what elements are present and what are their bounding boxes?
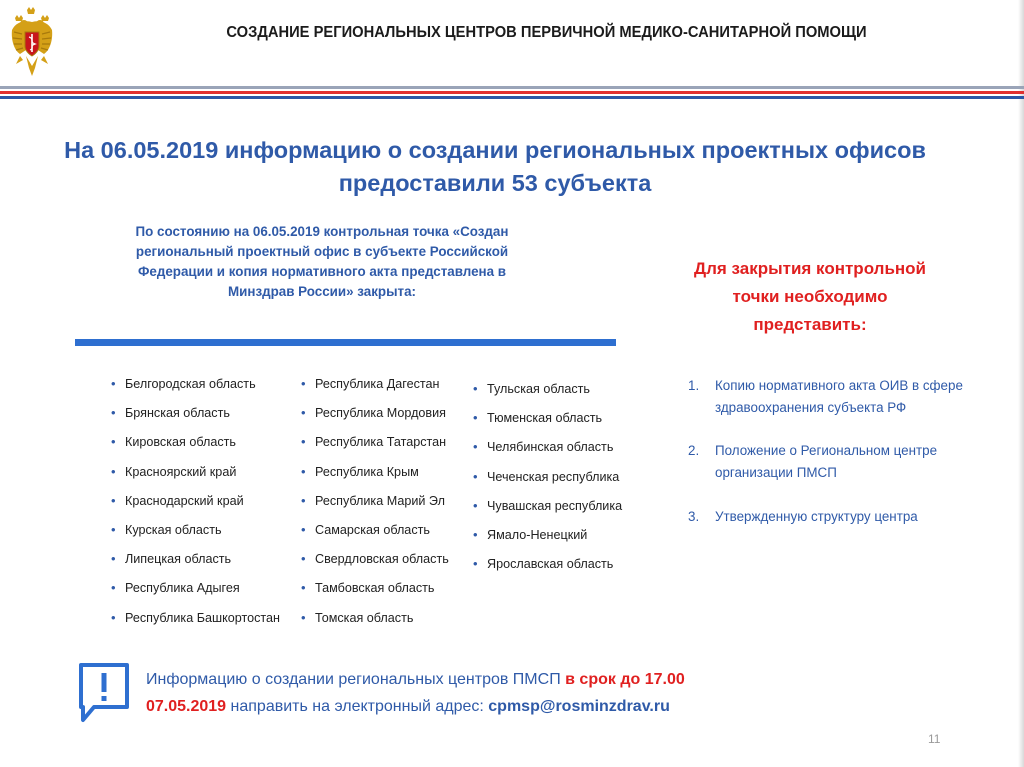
- list-item: [111, 405, 280, 434]
- requirements-title-line-2: точки необходимо: [732, 287, 888, 306]
- header-stripe-blue: [0, 96, 1024, 99]
- list-item-label: Республика Татарстан: [315, 435, 447, 450]
- list-item: [301, 376, 449, 405]
- list-item-label: Томская область: [315, 610, 414, 625]
- bullet-icon: •: [301, 463, 306, 479]
- list-item: [473, 439, 622, 468]
- header-stripe-red: [0, 91, 1024, 94]
- footer-date: 07.05.2019: [146, 698, 227, 715]
- divider-bar: [75, 339, 616, 346]
- slide-edge-shadow: [1018, 0, 1024, 767]
- exclamation-speech-icon: [78, 662, 130, 724]
- footer-text-2: направить на электронный адрес:: [226, 698, 489, 715]
- list-item: [473, 381, 622, 410]
- bullet-icon: •: [473, 556, 478, 572]
- headline: [20, 134, 970, 200]
- bullet-icon: •: [111, 492, 116, 508]
- list-item: [301, 609, 449, 639]
- bullet-icon: •: [111, 551, 116, 567]
- bullet-icon: •: [473, 410, 478, 426]
- list-item-label: Краснодарский край: [125, 493, 244, 508]
- bullet-icon: •: [301, 521, 306, 537]
- bullet-icon: •: [111, 580, 116, 596]
- list-item-label: Самарская область: [315, 522, 430, 537]
- list-item: [111, 609, 280, 639]
- bullet-icon: •: [301, 405, 306, 421]
- double-headed-eagle-emblem-icon: [10, 6, 54, 80]
- bullet-icon: •: [111, 463, 116, 479]
- list-item: [111, 492, 280, 522]
- bullet-icon: •: [111, 376, 116, 391]
- requirements-title-line-1: Для закрытия контрольной: [693, 259, 927, 278]
- list-item-label: Ямало-Ненецкий: [487, 527, 588, 542]
- bullet-icon: •: [301, 376, 306, 391]
- list-item-label: Красноярский край: [125, 464, 237, 479]
- list-item: [473, 556, 622, 585]
- list-item-label: Брянская область: [125, 406, 230, 421]
- list-item-label: Свердловская область: [315, 552, 449, 567]
- requirement-number: 2.: [688, 443, 700, 458]
- footer-note: [146, 666, 766, 720]
- list-item-label: Тульская область: [487, 382, 590, 396]
- list-item: [111, 580, 280, 609]
- list-item: [473, 526, 622, 556]
- requirements-title: [680, 255, 940, 339]
- list-item-label: Курская область: [125, 522, 222, 537]
- headline-line-1: На 06.05.2019 информацию о создании региональных проектных офисов: [64, 137, 926, 163]
- region-list-col3: [473, 381, 623, 585]
- list-item: [301, 405, 449, 434]
- region-list-col1: [111, 376, 280, 639]
- list-item: [473, 468, 622, 498]
- bullet-icon: •: [111, 405, 116, 421]
- bullet-icon: •: [473, 381, 478, 396]
- bullet-icon: •: [301, 580, 306, 596]
- bullet-icon: •: [111, 609, 116, 625]
- list-item-label: Кировская область: [125, 435, 236, 450]
- header-stripe-grey: [0, 86, 1024, 89]
- requirements-title-line-3: представить:: [753, 315, 867, 334]
- footer-text-1: Информацию о создании региональных центров ПМСП: [146, 671, 566, 688]
- requirement-text: Утвержденную структуру центра: [715, 509, 918, 524]
- list-item: [301, 463, 449, 493]
- bullet-icon: •: [301, 609, 306, 625]
- list-item: [301, 580, 449, 609]
- headline-line-2: предоставили 53 субъекта: [338, 170, 652, 196]
- status-text: По состоянию на 06.05.2019 контрольная точка «Создан региональный проектный офис в субъекте Российской Федерации и копия нормативного акта представлена в Минздрав России» закрыта:: [135, 224, 509, 299]
- list-item-label: Чувашская республика: [487, 498, 623, 513]
- list-item-label: Чеченская республика: [487, 469, 620, 484]
- bullet-icon: •: [473, 468, 478, 484]
- list-item: [111, 463, 280, 493]
- list-item-label: Республика Адыгея: [125, 581, 240, 596]
- requirement-number: 3.: [688, 509, 700, 524]
- footer-deadline: в срок до 17.00: [565, 671, 685, 688]
- list-item-label: Республика Мордовия: [315, 406, 446, 421]
- list-item-label: Республика Дагестан: [315, 377, 440, 391]
- list-item: [473, 410, 622, 439]
- bullet-icon: •: [301, 492, 306, 508]
- list-item-label: Тюменская область: [487, 411, 603, 426]
- bullet-icon: •: [301, 551, 306, 567]
- list-item-label: Тамбовская область: [315, 581, 435, 596]
- list-item-label: Республика Крым: [315, 464, 419, 479]
- bullet-icon: •: [111, 521, 116, 537]
- bullet-icon: •: [111, 434, 116, 450]
- bullet-icon: •: [473, 497, 478, 513]
- list-item: [301, 434, 449, 463]
- list-item-label: Ярославская область: [487, 557, 614, 572]
- requirement-number: 1.: [688, 378, 700, 393]
- list-item-label: Белгородская область: [125, 377, 256, 391]
- list-item: [111, 551, 280, 580]
- list-item-label: Липецкая область: [125, 552, 232, 567]
- footer-email-link[interactable]: cpmsp@rosminzdrav.ru: [488, 698, 670, 715]
- requirement-text: Копию нормативного акта ОИВ в сфере здравоохранения субъекта РФ: [715, 378, 963, 415]
- list-item: [111, 521, 280, 551]
- list-item: [301, 492, 449, 522]
- list-item: [301, 521, 449, 551]
- list-item: [473, 497, 623, 527]
- bullet-icon: •: [473, 526, 478, 542]
- page-number: 11: [928, 732, 941, 746]
- list-item: [111, 434, 280, 463]
- bullet-icon: •: [301, 434, 306, 450]
- region-list-col2: [301, 376, 449, 639]
- requirement-text: Положение о Региональном центре организации ПМСП: [715, 443, 938, 480]
- list-item: [301, 551, 449, 580]
- bullet-icon: •: [473, 439, 478, 455]
- list-item: [111, 376, 280, 405]
- list-item-label: Республика Марий Эл: [315, 493, 445, 508]
- list-item-label: Челябинская область: [487, 440, 614, 455]
- header-title: СОЗДАНИЕ РЕГИОНАЛЬНЫХ ЦЕНТРОВ ПЕРВИЧНОЙ МЕДИКО-САНИТАРНОЙ ПОМОЩИ: [226, 24, 867, 41]
- list-item-label: Республика Башкортостан: [125, 610, 280, 625]
